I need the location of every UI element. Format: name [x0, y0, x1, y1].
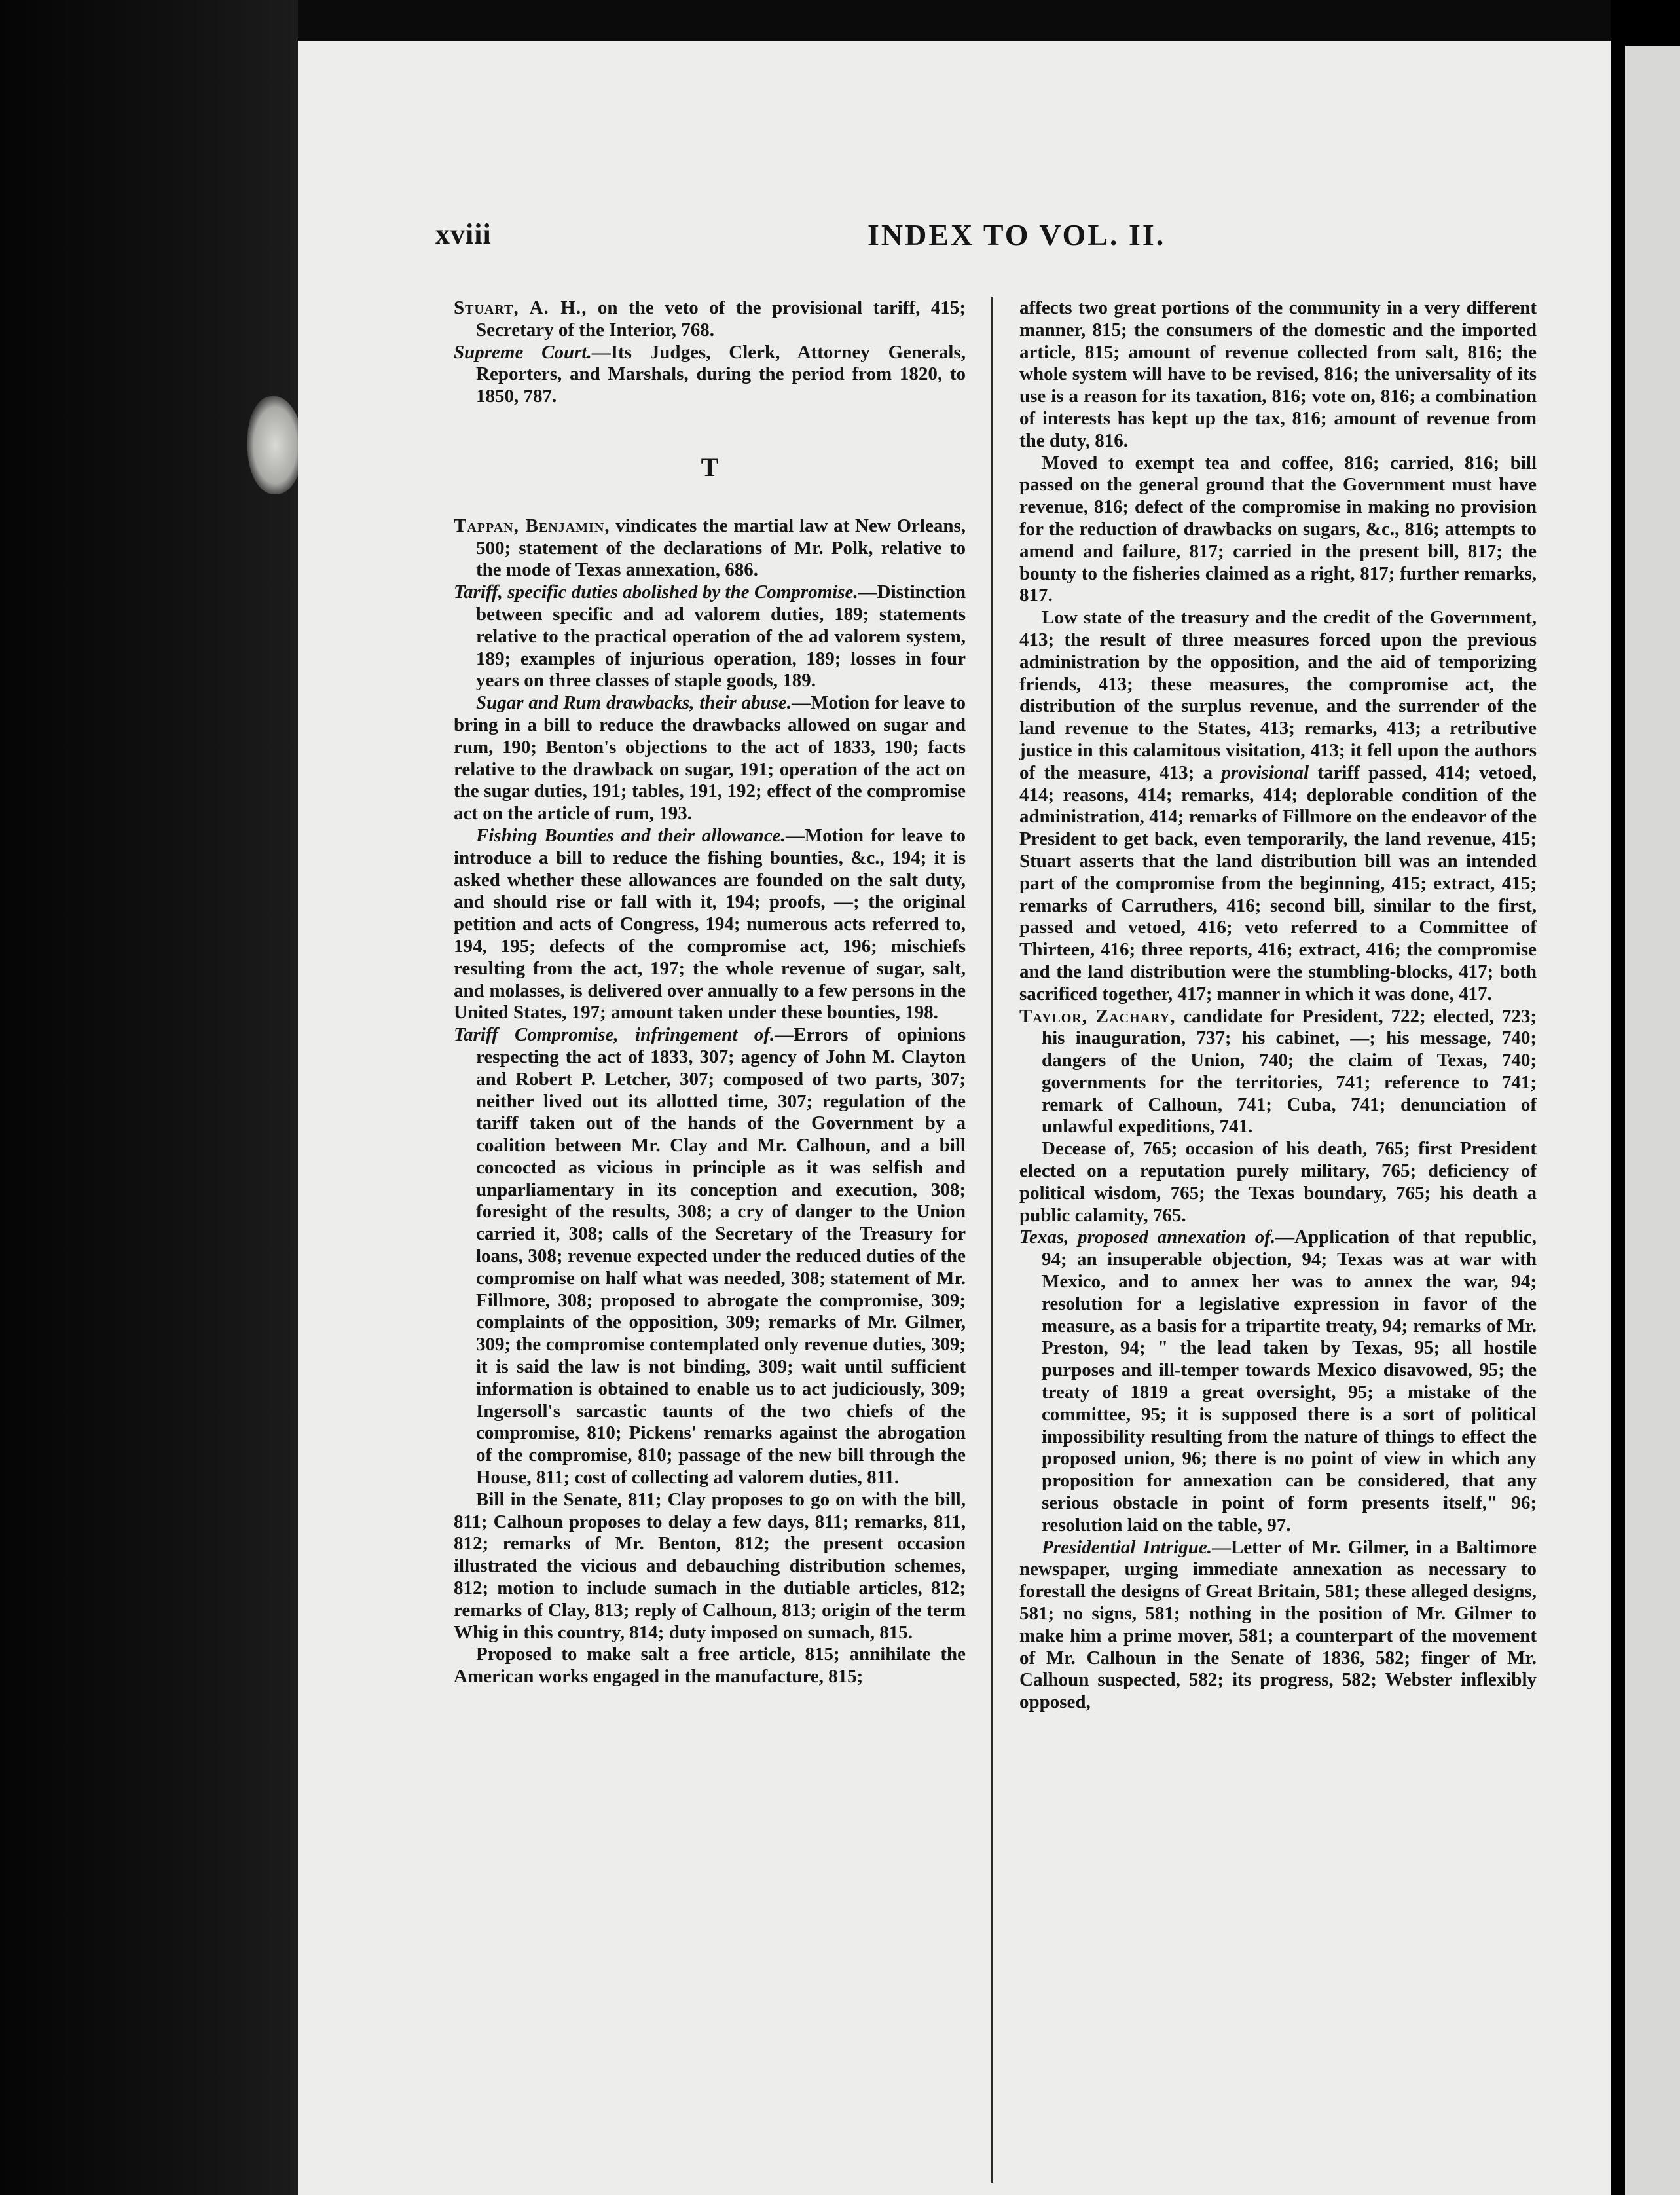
entry-heading: Stuart, A. H.,	[454, 297, 587, 318]
index-entry-texas	[1019, 1227, 1537, 1536]
paragraph-text: tariff passed, 414; vetoed, 414; reasons, 414; remarks, 414; deplorable condition of the administration, 414; remarks of Fillmore on the endeavor of the President to get back, even temporarily, the land revenue, 415; Stuart asserts that the land distribution bill was an intended part of the compromise from the beginning, 415; extract, 415; remarks of Carruthers, 416; second bill, similar to the first, passed and vetoed, 416; veto referred to a Committee of Thirteen, 416; three reports, 416; extract, 416; the compromise and the land distribution were the stumbling-blocks, 417; both sacrificed together, 417; manner in which it was done, 417.	[1019, 762, 1537, 1005]
page-number: xviii	[435, 218, 492, 250]
index-entry-stuart	[454, 297, 966, 342]
page-header	[298, 217, 1611, 270]
paragraph-text: Low state of the treasury and the credit of the Government, 413; the result of three measures forced upon the previous administration by the opposition, and the aid of temporizing friends, 413; these measures, the compromise act, the distribution of the surplus revenue, and the surrender of the land revenue to the States, 413; remarks, 413; a retributive justice in this calamitous visitation, 413; it fell upon the authors of the measure, 413; a	[1019, 607, 1537, 783]
entry-text: —Its Judges, Clerk, Attorney Generals, Reporters, and Marshals, during the period from 1820, to 1850, 787.	[476, 341, 966, 407]
running-title: INDEX TO VOL. II.	[867, 218, 1166, 251]
subentry-heading: Fishing Bounties and their allowance.	[476, 824, 786, 846]
right-column	[1019, 297, 1537, 1714]
subentry-heading: Sugar and Rum drawbacks, their abuse.	[476, 692, 792, 714]
subentry-text: —Motion for leave to introduce a bill to reduce the fishing bounties, &c., 194; it is asked whether these allowances are founded on the salt duty, and should rise or fall with it, 194; proofs, —; the original petition and acts of Congress, 194; numerous acts referred to, 194, 195; defects of the compromise act, 196; mischiefs resulting from the act, 197; the whole revenue of sugar, salt, and molasses, is delivered over annually to a few persons in the United States, 197; amount taken under these bounties, 198.	[454, 824, 966, 1024]
italic-term: provisional	[1221, 762, 1309, 783]
index-paragraph-salt: Proposed to make salt a free article, 815; annihilate the American works engaged in the manufacture, 815;	[454, 1644, 966, 1688]
entry-text: —Errors of opinions respecting the act of 1833, 307; agency of John M. Clayton and Robert P. Letcher, 307; composed of two parts, 307; neither lived out its allotted time, 307; regulation of the tariff taken out of the hands of the Government by a coalition between Mr. Clay and Mr. Calhoun, and a bill concocted as vicious in principle as it was selfish and unparliamentary in its conception and execution, 308; foresight of the results, 308; a cry of danger to the Union carried it, 308; calls of the Secretary of the Treasury for loans, 308; revenue expected under the reduced duties of the compromise on half what was needed, 308; statement of Mr. Fillmore, 308; proposed to abrogate the compromise, 309; complaints of the opposition, 309; remarks of Mr. Gilmer, 309; the compromise contemplated only revenue duties, 309; it is said the law is not binding, 309; wait until sufficient information is obtained to enable us to act judiciously, 309; Ingersoll's sarcastic taunts of the two chiefs of the compromise, 810; Pickens' remarks against the abrogation of the compromise, 810; passage of the new bill through the House, 811; cost of collecting ad valorem duties, 811.	[476, 1024, 966, 1488]
index-entry-tappan	[454, 515, 966, 581]
index-entry-tariff	[454, 581, 966, 692]
index-entry-tariff-compromise	[454, 1024, 966, 1489]
index-entry-taylor	[1019, 1006, 1537, 1139]
subentry-text: —Motion for leave to bring in a bill to reduce the drawbacks allowed on sugar and rum, 190; Benton's objections to the act of 1833, 190; facts relative to the drawback on sugar, 191; operation of the act on the sugar duties, 191; tables, 191, 192; effect of the compromise act on the article of rum, 193.	[454, 692, 966, 824]
entry-heading: Tariff, specific duties abolished by the Compromise.	[454, 581, 858, 603]
column-divider	[991, 297, 993, 2183]
index-paragraph-senate-bill: Bill in the Senate, 811; Clay proposes to go on with the bill, 811; Calhoun proposes to delay a few days, 811; remarks, 811, 812; remarks of Mr. Benton, 812; the present occasion illustrated the vicious and debauching distribution schemes, 812; motion to include sumach in the dutiable articles, 812; remarks of Clay, 813; reply of Calhoun, 813; origin of the term Whig in this country, 814; duty imposed on sumach, 815.	[454, 1488, 966, 1643]
entry-text: —Distinction between specific and ad valorem duties, 189; statements relative to the practical operation of the ad valorem system, 189; examples of injurious operation, 189; losses in four years on three classes of staple goods, 189.	[476, 581, 966, 692]
entry-text: vindicates the martial law at New Orleans, 500; statement of the declarations of Mr. Polk, relative to the mode of Texas annexation, 686.	[476, 515, 966, 581]
index-paragraph-decease: Decease of, 765; occasion of his death, 765; first President elected on a reputation purely military, 765; deficiency of political wisdom, 765; the Texas boundary, 765; his death a public calamity, 765.	[1019, 1138, 1537, 1226]
entry-heading: Tariff Compromise, infringement of.	[454, 1024, 775, 1046]
entry-text: candidate for President, 722; elected, 723; his inauguration, 737; his cabinet, —; his message, 740; dangers of the Union, 740; the claim of Texas, 740; governments for the territories, 741; reference to 741; remark of Calhoun, 741; Cuba, 741; denunciation of unlawful expeditions, 741.	[1042, 1005, 1537, 1137]
entry-text: on the veto of the provisional tariff, 415; Secretary of the Interior, 768.	[476, 297, 966, 341]
entry-text: —Application of that republic, 94; an insuperable objection, 94; Texas was at war with Mexico, and to annex her was to annex the war, 94; resolution for a legislative expression in favor of the measure, as a basis for a tripartite treaty, 94; remarks of Mr. Preston, 94; " the lead taken by Texas, 95; all hostile purposes and ill-temper towards Mexico disavowed, 95; the treaty of 1819 a great oversight, 95; a mistake of the committee, 95; it is supposed there is a sort of political impossibility resulting from the nature of things to effect the proposed union, 96; there is no point of view in which any proposition for annexation can be considered, that any serious obstacle in point of form presents itself," 96; resolution laid on the table, 97.	[1042, 1227, 1537, 1536]
index-paragraph-continued: affects two great portions of the community in a very different manner, 815; the consumers of the domestic and the imported article, 815; amount of revenue collected from salt, 816; the whole system will have to be revised, 816; the universality of its use is a reason for its taxation, 816; vote on, 816; a combination of interests has kept up the tax, 816; amount of revenue from the duty, 816.	[1019, 297, 1537, 451]
index-paragraph-treasury	[1019, 607, 1537, 1005]
subentry-heading: Presidential Intrigue.	[1042, 1536, 1212, 1558]
left-column	[454, 297, 966, 1688]
index-paragraph-tea-coffee: Moved to exempt tea and coffee, 816; carried, 816; bill passed on the general ground that the Government must have revenue, 816; defect of the compromise in making no provision for the reduction of drawbacks on sugars, &c., 816; attempts to amend and failure, 817; carried in the present bill, 817; the bounty to the fisheries claimed as a right, 817; further remarks, 817.	[1019, 452, 1537, 606]
index-entry-supreme-court	[454, 342, 966, 408]
subentry-text: —Letter of Mr. Gilmer, in a Baltimore newspaper, urging immediate annexation as necessary to forestall the designs of Great Britain, 581; these alleged designs, 581; no signs, 581; nothing in the position of Mr. Gilmer to make him a prime mover, 581; a counterpart of the movement of Mr. Calhoun in the Senate of 1836, 582; finger of Mr. Calhoun suspected, 582; its progress, 582; Webster inflexibly opposed,	[1019, 1536, 1537, 1713]
scan-left-margin	[0, 0, 298, 2195]
entry-heading: Tappan, Benjamin,	[454, 515, 610, 536]
entry-heading: Texas, proposed annexation of.	[1019, 1227, 1276, 1248]
entry-heading: Supreme Court.	[454, 341, 592, 363]
adjacent-page-edge	[1625, 46, 1680, 2195]
index-subentry-fishing	[454, 825, 966, 1024]
index-subentry-presidential-intrigue	[1019, 1537, 1537, 1714]
index-subentry-sugar	[454, 692, 966, 825]
entry-heading: Taylor, Zachary,	[1019, 1005, 1176, 1027]
book-page	[298, 41, 1611, 2195]
section-letter: T	[701, 452, 719, 482]
